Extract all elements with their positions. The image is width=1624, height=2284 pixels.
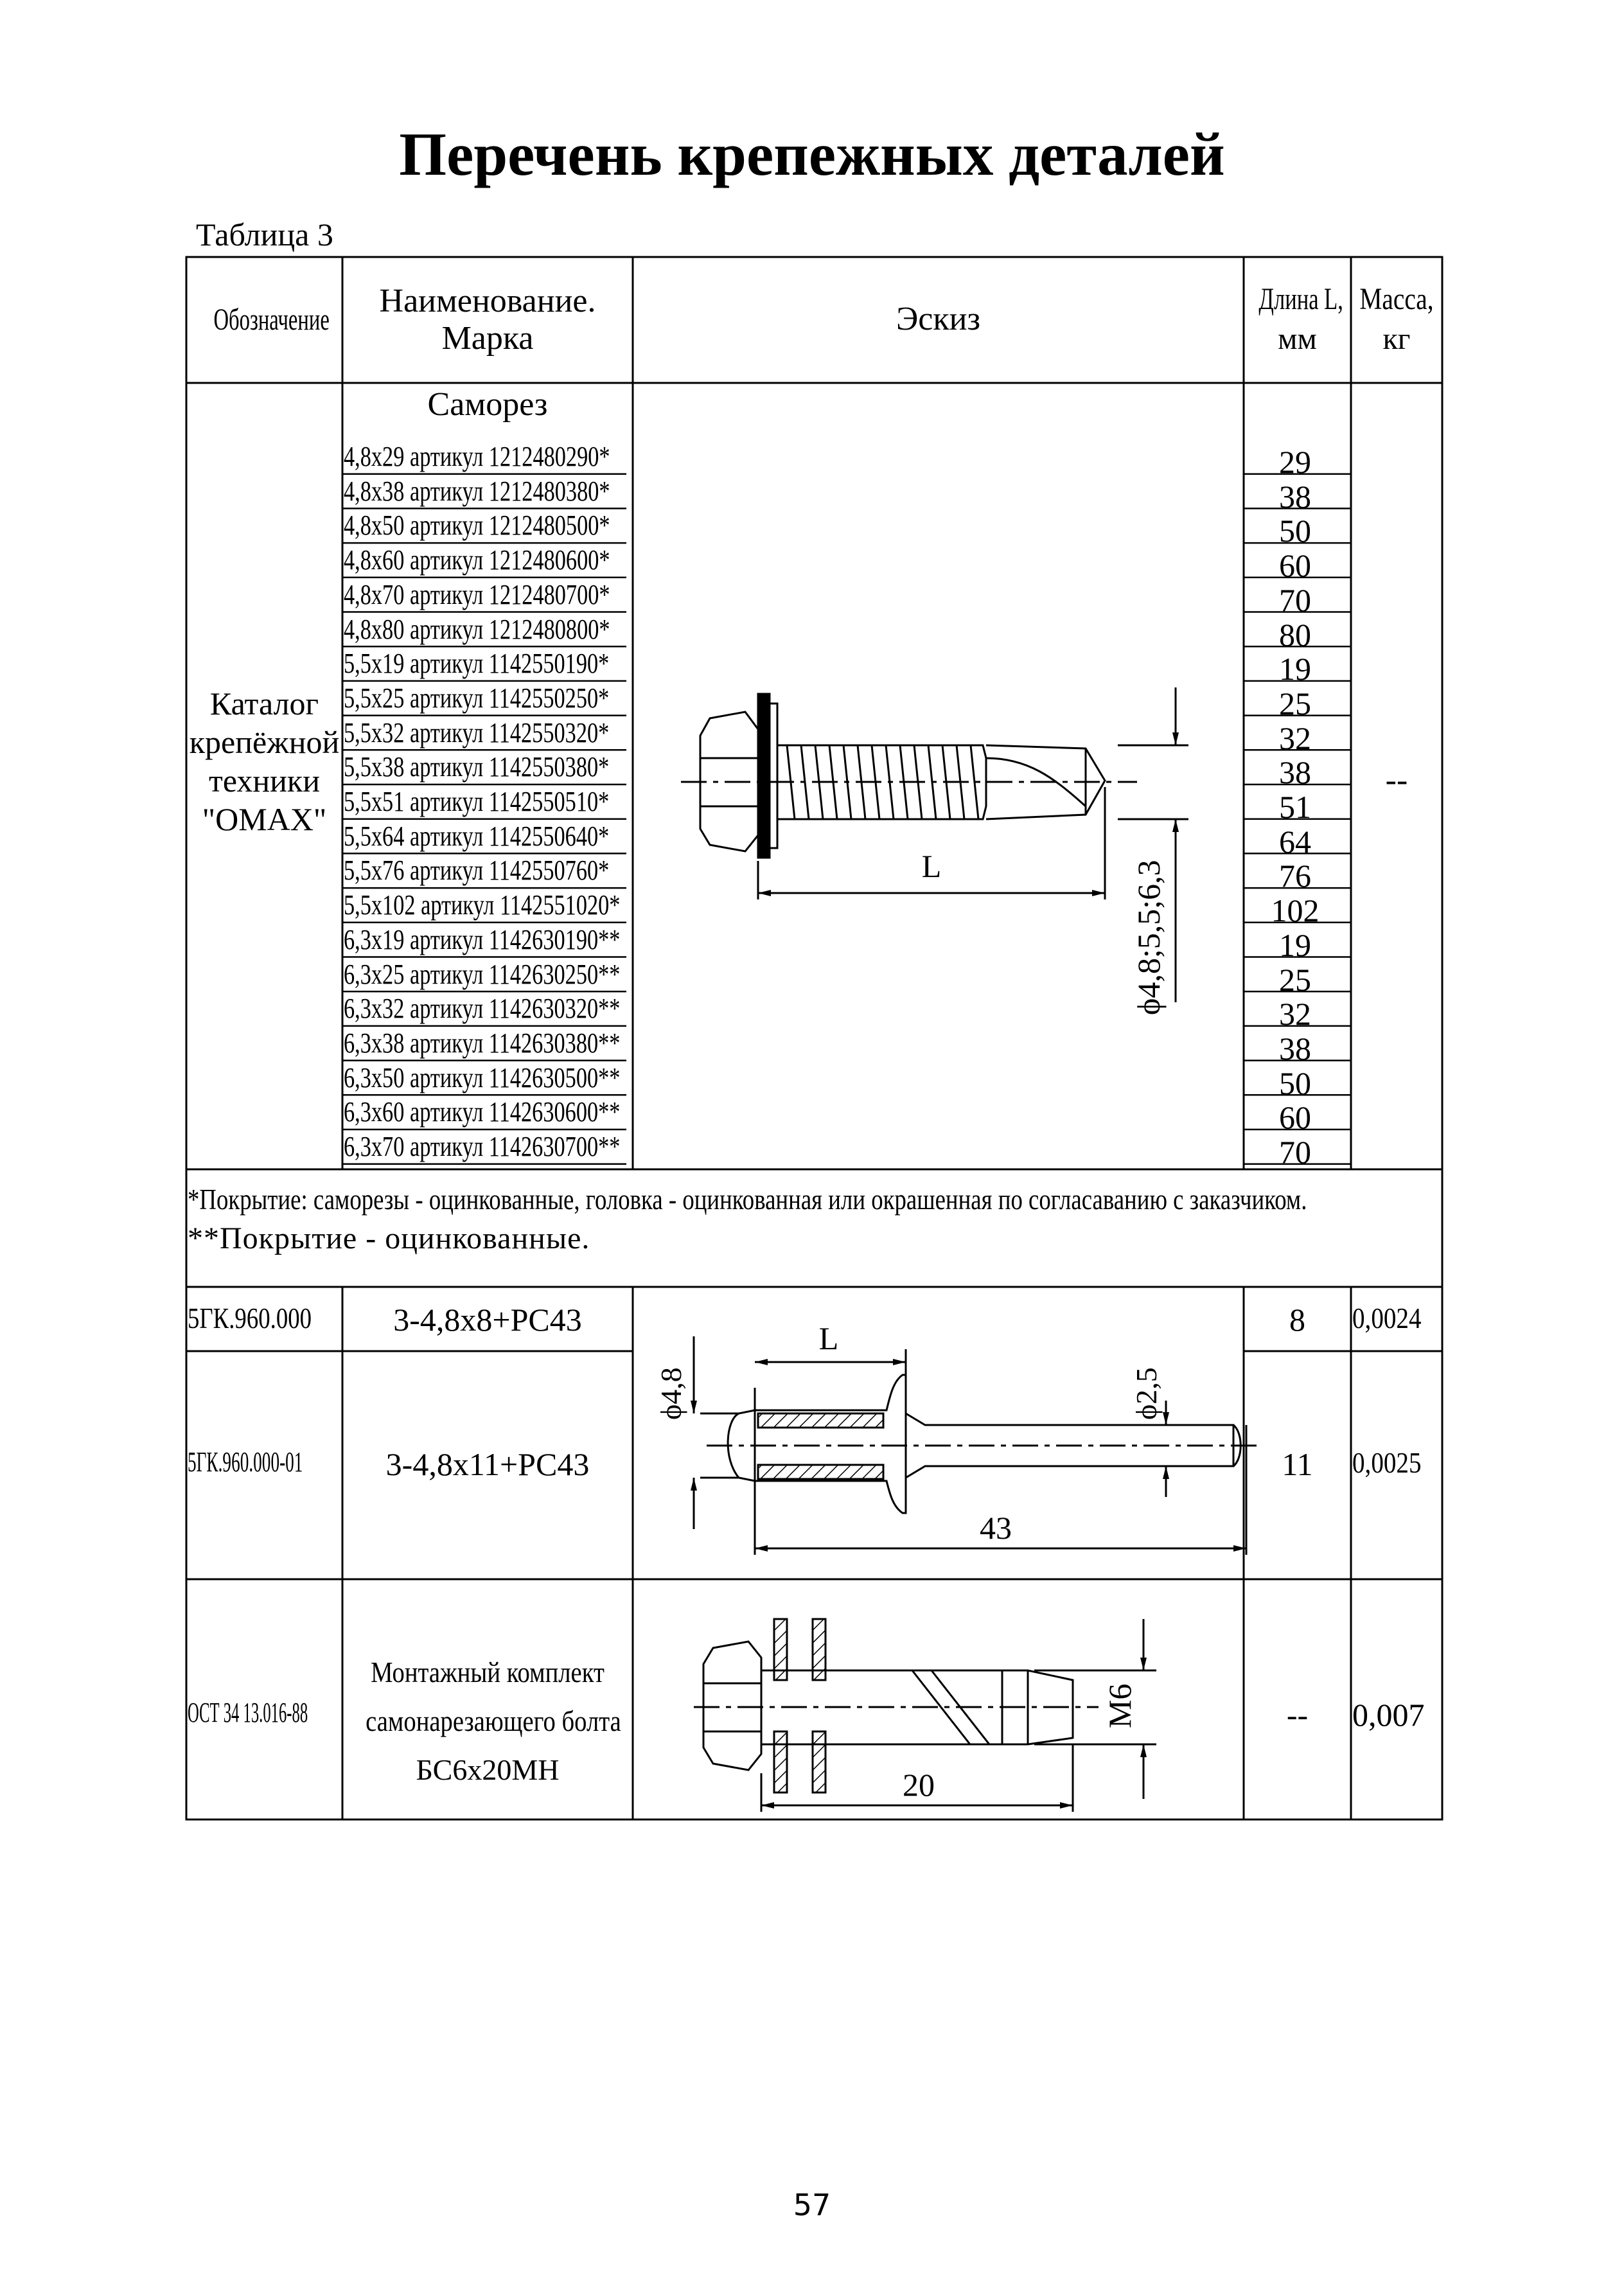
- rivet-length-label: L: [818, 1320, 839, 1356]
- rivet-1-designation: 5ГК.960.000: [188, 1302, 312, 1334]
- screw-item-name: 5,5x32 артикул 1142550320*: [344, 716, 610, 748]
- bolt-name: Монтажный комплект самонарезающего болта БС6х20МН: [366, 1656, 621, 1786]
- screw-item-name: 4,8x50 артикул 1212480500*: [344, 509, 610, 542]
- screw-length-label: L: [921, 848, 942, 884]
- screw-item-length: 38: [1279, 478, 1311, 515]
- screw-item-name: 4,8x70 артикул 1212480700*: [344, 578, 610, 610]
- screw-item-name: 4,8x29 артикул 1212480290*: [344, 441, 610, 472]
- header-designation: Обозначение: [213, 303, 330, 337]
- screw-item-name: 6,3x50 артикул 1142630500**: [344, 1061, 621, 1093]
- bolt-thread-label: M6: [1102, 1683, 1138, 1728]
- rivet-2-length: 11: [1282, 1446, 1313, 1482]
- screw-item-length: 19: [1279, 651, 1311, 687]
- coating-note-2: **Покрытие - оцинкованные.: [188, 1221, 590, 1255]
- screw-item-name: 6,3x38 артикул 1142630380**: [344, 1027, 621, 1059]
- screw-item-length: 60: [1279, 1099, 1311, 1136]
- rivet-1-mass: 0,0024: [1352, 1302, 1422, 1334]
- header-length: Длина L, мм: [1258, 282, 1343, 356]
- screw-item-length: 38: [1279, 754, 1311, 791]
- screw-item-length: 102: [1271, 892, 1320, 929]
- screw-item-length: 19: [1279, 926, 1311, 963]
- screw-item-length: 76: [1279, 858, 1311, 894]
- header-sketch: Эскиз: [896, 301, 981, 337]
- screw-item-name: 5,5x51 артикул 1142550510*: [344, 786, 610, 817]
- screw-item-length: 80: [1279, 616, 1311, 653]
- screw-item-name: 6,3x32 артикул 1142630320**: [344, 993, 621, 1025]
- screw-item-length: 51: [1279, 789, 1311, 825]
- screw-item-name: 6,3x19 артикул 1142630190**: [344, 923, 621, 955]
- rivet-2-designation: 5ГК.960.000-01: [188, 1446, 303, 1478]
- screw-designation: Каталог крепёжной техники "OMAX": [189, 686, 340, 837]
- table-label: Таблица 3: [196, 217, 333, 252]
- screw-mass: --: [1385, 762, 1408, 799]
- screw-item-length: 25: [1279, 961, 1311, 998]
- screw-item-name: 5,5x76 артикул 1142550760*: [344, 854, 610, 887]
- rivet-2-name: 3-4,8x11+PC43: [385, 1446, 590, 1482]
- rivet-1-length: 8: [1289, 1302, 1305, 1338]
- screw-item-length: 64: [1279, 823, 1311, 860]
- rivet-total-label: 43: [980, 1510, 1012, 1546]
- screw-item-name: 4,8x38 артикул 1212480380*: [344, 475, 610, 507]
- screw-item-name: 4,8x80 артикул 1212480800*: [344, 613, 610, 645]
- rivet-pin-dia-label: ϕ2,5: [1130, 1367, 1163, 1420]
- bolt-mass: 0,007: [1352, 1697, 1425, 1733]
- screw-item-name: 6,3x25 артикул 1142630250**: [344, 958, 621, 990]
- screw-item-name: 5,5x25 артикул 1142550250*: [344, 682, 610, 714]
- screw-item-length: 25: [1279, 685, 1311, 721]
- page-title: Перечень крепежных деталей: [399, 120, 1225, 188]
- screw-item-length: 38: [1279, 1030, 1311, 1067]
- screw-item-length: 29: [1279, 444, 1311, 480]
- screw-item-length: 32: [1279, 996, 1311, 1032]
- rivet-sketch: [694, 1336, 1259, 1555]
- rivet-2-mass: 0,0025: [1352, 1446, 1422, 1479]
- screw-group-name: Саморез: [427, 386, 548, 423]
- screw-item-name: 6,3x60 артикул 1142630600**: [344, 1096, 621, 1128]
- bolt-designation: ОСТ 34 13.016-88: [188, 1697, 308, 1728]
- bolt-length: --: [1286, 1697, 1309, 1733]
- screw-item-name: 5,5x102 артикул 1142551020*: [344, 889, 621, 921]
- screw-item-length: 70: [1279, 1134, 1311, 1170]
- screw-item-length: 60: [1279, 547, 1311, 584]
- bolt-length-label: 20: [903, 1767, 935, 1803]
- header-name: Наименование. Марка: [379, 283, 596, 357]
- screw-item-length: 32: [1279, 720, 1311, 756]
- screw-diameter-label: ϕ4,8;5,5;6,3: [1131, 860, 1167, 1015]
- rivet-head-dia-label: ϕ4,8: [655, 1367, 687, 1420]
- rivet-1-name: 3-4,8x8+PC43: [393, 1302, 582, 1338]
- screw-sketch: [681, 687, 1188, 1002]
- screw-item-name: 4,8x60 артикул 1212480600*: [344, 544, 610, 576]
- page-number: 57: [793, 2188, 831, 2222]
- screw-item-name: 5,5x64 артикул 1142550640*: [344, 820, 610, 852]
- coating-note-1: *Покрытие: саморезы - оцинкованные, головка - оцинкованная или окрашенная по согласаванию с заказчиком.: [188, 1183, 1307, 1216]
- screw-item-length: 50: [1279, 1065, 1311, 1101]
- screw-item-name: 5,5x19 артикул 1142550190*: [344, 648, 610, 680]
- screw-item-name: 6,3x70 артикул 1142630700**: [344, 1131, 621, 1162]
- header-mass: Масса, кг: [1359, 282, 1434, 356]
- screw-item-name: 5,5x38 артикул 1142550380*: [344, 751, 610, 783]
- screw-item-length: 50: [1279, 513, 1311, 549]
- screw-item-length: 70: [1279, 581, 1311, 618]
